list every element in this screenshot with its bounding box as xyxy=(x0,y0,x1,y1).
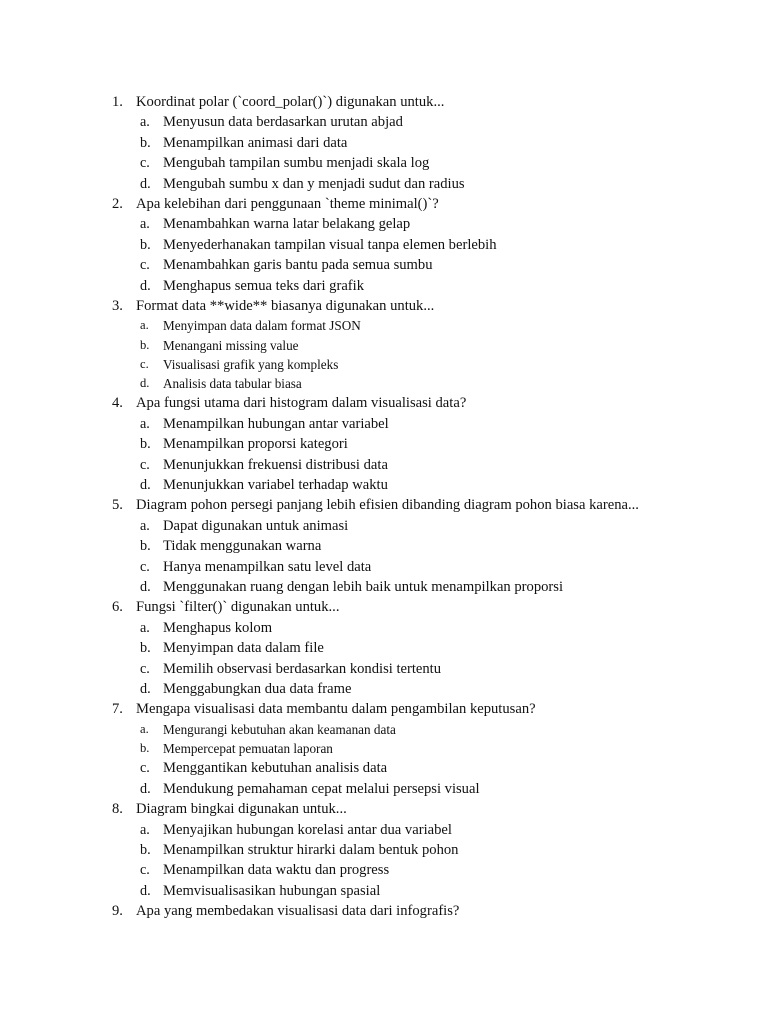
option-text: Mempercepat pemuatan laporan xyxy=(163,741,333,757)
option-item xyxy=(0,276,768,296)
question-row xyxy=(0,296,768,316)
option-item xyxy=(0,820,768,840)
option-text: Menghapus kolom xyxy=(163,619,273,636)
option-item xyxy=(0,455,768,475)
question-row xyxy=(0,699,768,719)
question-6 xyxy=(0,597,768,699)
option-text: Menampilkan data waktu dan progress xyxy=(163,862,390,879)
option-text: Menampilkan struktur hirarki dalam bentuk pohon xyxy=(163,841,459,858)
option-item xyxy=(0,638,768,658)
option-letter: b. xyxy=(140,741,150,756)
option-letter: b. xyxy=(140,436,151,453)
option-item xyxy=(0,618,768,638)
option-item xyxy=(0,112,768,132)
option-text: Menampilkan hubungan antar variabel xyxy=(163,415,389,432)
question-text: Koordinat polar (`coord_polar()`) digunakan untuk... xyxy=(136,94,445,110)
option-letter: b. xyxy=(140,538,151,555)
option-text: Menyusun data berdasarkan urutan abjad xyxy=(163,114,403,131)
question-8 xyxy=(0,799,768,901)
option-text: Menghapus semua teks dari grafik xyxy=(163,277,365,294)
question-number: 5. xyxy=(112,497,123,514)
option-letter: a. xyxy=(140,721,149,736)
option-letter: d. xyxy=(140,376,150,391)
option-item xyxy=(0,174,768,194)
option-letter: a. xyxy=(140,821,150,838)
question-number: 8. xyxy=(112,801,123,818)
option-text: Menggantikan kebutuhan analisis data xyxy=(163,760,388,777)
option-letter: a. xyxy=(140,318,149,333)
option-text: Mengubah tampilan sumbu menjadi skala log xyxy=(163,155,430,172)
option-item xyxy=(0,153,768,173)
question-number: 1. xyxy=(112,94,123,110)
option-text: Menggunakan ruang dengan lebih baik untuk menampilkan proporsi xyxy=(163,579,564,595)
question-text: Apa fungsi utama dari histogram dalam visualisasi data? xyxy=(136,395,467,412)
option-letter: c. xyxy=(140,558,150,575)
option-letter: c. xyxy=(140,257,150,274)
question-text: Mengapa visualisasi data membantu dalam pengambilan keputusan? xyxy=(136,701,536,718)
option-text: Mengubah sumbu x dan y menjadi sudut dan radius xyxy=(163,175,465,192)
option-item xyxy=(0,577,768,597)
option-text: Memilih observasi berdasarkan kondisi tertentu xyxy=(163,660,442,677)
option-text: Analisis data tabular biasa xyxy=(163,376,302,392)
option-letter: c. xyxy=(140,760,150,777)
option-letter: d. xyxy=(140,477,151,494)
question-2 xyxy=(0,194,768,296)
option-text: Memvisualisasikan hubungan spasial xyxy=(163,882,381,899)
question-text: Format data **wide** biasanya digunakan untuk... xyxy=(136,297,435,314)
option-item xyxy=(0,860,768,880)
option-letter: b. xyxy=(140,236,151,253)
option-letter: d. xyxy=(140,277,151,294)
option-item xyxy=(0,133,768,153)
option-text: Menangani missing value xyxy=(163,337,299,353)
option-item xyxy=(0,840,768,860)
option-item xyxy=(0,214,768,234)
option-item xyxy=(0,536,768,556)
question-9 xyxy=(0,901,768,921)
option-item xyxy=(0,374,768,393)
option-item xyxy=(0,316,768,335)
option-item xyxy=(0,516,768,536)
question-row xyxy=(0,393,768,413)
question-text: Diagram bingkai digunakan untuk... xyxy=(136,801,347,818)
option-text: Visualisasi grafik yang kompleks xyxy=(163,356,339,372)
option-letter: a. xyxy=(140,216,150,233)
option-letter: c. xyxy=(140,356,149,371)
option-text: Menampilkan animasi dari data xyxy=(163,134,348,151)
question-1 xyxy=(0,92,768,194)
option-letter: a. xyxy=(140,517,150,534)
option-letter: d. xyxy=(140,175,151,192)
option-text: Dapat digunakan untuk animasi xyxy=(163,517,349,534)
option-letter: d. xyxy=(140,680,151,697)
option-item xyxy=(0,739,768,758)
option-letter: d. xyxy=(140,579,151,595)
option-letter: c. xyxy=(140,155,150,172)
option-letter: a. xyxy=(140,619,150,636)
question-text: Apa kelebihan dari penggunaan `theme minimal()`? xyxy=(136,195,439,212)
option-item xyxy=(0,679,768,699)
option-item xyxy=(0,475,768,495)
question-row xyxy=(0,194,768,214)
option-item xyxy=(0,720,768,739)
option-letter: c. xyxy=(140,862,150,879)
question-number: 3. xyxy=(112,297,123,314)
option-text: Menyajikan hubungan korelasi antar dua variabel xyxy=(163,821,452,838)
question-number: 7. xyxy=(112,701,123,718)
option-item xyxy=(0,881,768,901)
question-row xyxy=(0,901,768,921)
option-text: Menggabungkan dua data frame xyxy=(163,680,352,697)
question-list xyxy=(0,92,768,921)
option-text: Menambahkan warna latar belakang gelap xyxy=(163,216,411,233)
option-text: Menyimpan data dalam format JSON xyxy=(163,318,361,334)
option-letter: b. xyxy=(140,337,150,352)
option-item xyxy=(0,659,768,679)
question-text: Fungsi `filter()` digunakan untuk... xyxy=(136,599,340,616)
option-text: Menyimpan data dalam file xyxy=(163,640,324,657)
option-text: Menunjukkan variabel terhadap waktu xyxy=(163,477,388,494)
option-letter: a. xyxy=(140,415,150,432)
option-text: Tidak menggunakan warna xyxy=(163,538,322,555)
option-text: Menampilkan proporsi kategori xyxy=(163,436,348,453)
option-text: Mengurangi kebutuhan akan keamanan data xyxy=(163,721,396,737)
option-letter: b. xyxy=(140,841,151,858)
option-item xyxy=(0,434,768,454)
question-row xyxy=(0,92,768,112)
option-letter: d. xyxy=(140,882,151,899)
question-5 xyxy=(0,495,768,597)
option-item xyxy=(0,779,768,799)
question-text: Apa yang membedakan visualisasi data dari infografis? xyxy=(136,903,460,920)
option-letter: d. xyxy=(140,780,151,797)
option-text: Menunjukkan frekuensi distribusi data xyxy=(163,456,388,473)
option-text: Hanya menampilkan satu level data xyxy=(163,558,372,575)
question-row xyxy=(0,597,768,617)
option-item xyxy=(0,758,768,778)
option-item xyxy=(0,414,768,434)
option-item xyxy=(0,336,768,355)
question-7 xyxy=(0,699,768,799)
option-item xyxy=(0,235,768,255)
question-number: 4. xyxy=(112,395,123,412)
option-letter: b. xyxy=(140,640,151,657)
option-item xyxy=(0,255,768,275)
question-4 xyxy=(0,393,768,495)
option-letter: c. xyxy=(140,456,150,473)
option-item xyxy=(0,557,768,577)
question-3 xyxy=(0,296,768,394)
option-text: Mendukung pemahaman cepat melalui persepsi visual xyxy=(163,780,480,797)
question-number: 9. xyxy=(112,903,123,920)
question-text: Diagram pohon persegi panjang lebih efisien dibanding diagram pohon biasa karena... xyxy=(136,497,639,514)
question-number: 6. xyxy=(112,599,123,616)
question-row xyxy=(0,495,768,515)
option-item xyxy=(0,355,768,374)
option-letter: b. xyxy=(140,134,151,151)
question-number: 2. xyxy=(112,195,123,212)
option-letter: c. xyxy=(140,660,150,677)
option-letter: a. xyxy=(140,114,150,131)
option-text: Menyederhanakan tampilan visual tanpa elemen berlebih xyxy=(163,236,497,253)
option-text: Menambahkan garis bantu pada semua sumbu xyxy=(163,257,433,274)
question-row xyxy=(0,799,768,819)
